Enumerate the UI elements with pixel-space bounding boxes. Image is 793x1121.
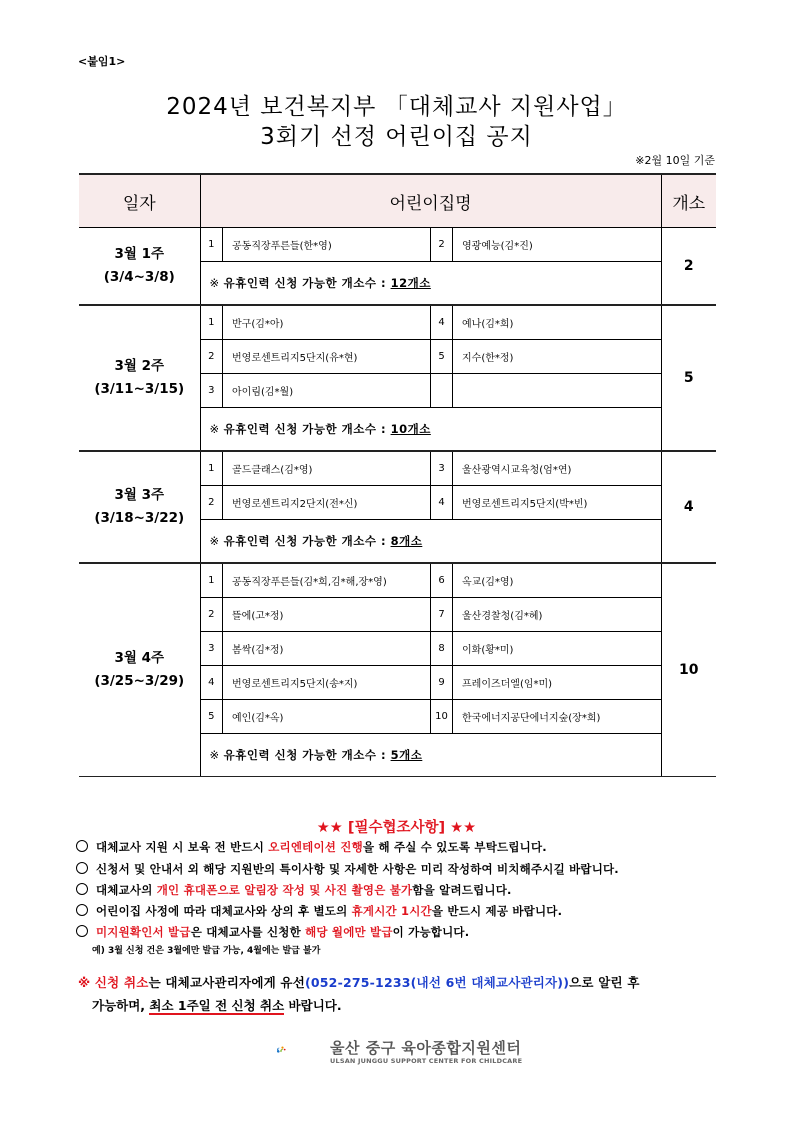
week-label: 3월 3주 <box>114 487 165 503</box>
center-logo-icon <box>276 1033 328 1067</box>
header-name: 어린이집명 <box>200 174 661 228</box>
requirement-example: 예) 3월 신청 건은 3월에만 발급 가능, 4월에는 발급 불가 <box>92 946 321 956</box>
item-number: 5 <box>201 700 223 734</box>
week-range: (3/18~3/22) <box>94 510 185 526</box>
week-cell <box>79 451 200 563</box>
item-number: 3 <box>431 452 453 486</box>
daycare-name: 옥교(김*영) <box>453 564 661 598</box>
week-range: (3/11~3/15) <box>94 381 185 397</box>
daycare-name: 공동직장푸른들(김*희,김*해,장*영) <box>223 564 431 598</box>
list-item <box>201 700 661 734</box>
available-label: 유휴인력 신청 가능한 개소수 : <box>223 534 387 548</box>
week-row <box>79 451 716 563</box>
daycare-name: 번영로센트리지5단지(유*현) <box>223 340 431 374</box>
daycare-name: 번영로센트리지2단지(전*신) <box>223 486 431 520</box>
available-label: 유휴인력 신청 가능한 개소수 : <box>223 748 387 762</box>
week-row <box>79 305 716 451</box>
requirement-1: 대체교사 지원 시 보육 전 반드시 오리엔테이션 진행을 해 주실 수 있도록 부탁드립니다. <box>76 839 547 855</box>
daycare-list <box>201 228 661 262</box>
daycare-name: 번영로센트리지5단지(박*빈) <box>453 486 661 520</box>
note-symbol: ※ <box>209 748 220 762</box>
circle-bullet-icon <box>76 840 88 852</box>
daycare-list-cell <box>200 451 661 563</box>
item-number: 3 <box>201 374 223 408</box>
item-number: 4 <box>431 486 453 520</box>
requirement-3: 대체교사의 개인 휴대폰으로 알림장 작성 및 사진 촬영은 불가함을 알려드립니다. <box>76 882 512 898</box>
week-range: (3/25~3/29) <box>94 673 185 689</box>
daycare-name: 골드클래스(김*영) <box>223 452 431 486</box>
week-label: 3월 4주 <box>114 650 165 666</box>
item-number: 10 <box>431 700 453 734</box>
week-row <box>79 563 716 777</box>
item-number: 9 <box>431 666 453 700</box>
available-value: 5개소 <box>390 748 423 762</box>
daycare-name: 울산광역시교육청(엄*연) <box>453 452 661 486</box>
item-number: 2 <box>201 486 223 520</box>
daycare-name: 번영로센트리지5단지(송*지) <box>223 666 431 700</box>
daycare-list <box>201 564 661 734</box>
cancel-notice-line2: 가능하며, 최소 1주일 전 신청 취소 바랍니다. <box>92 998 342 1013</box>
list-item <box>201 598 661 632</box>
count-cell: 5 <box>661 305 716 451</box>
requirements-title: ★★ [필수협조사항] ★★ <box>316 820 477 836</box>
requirement-5: 미지원확인서 발급은 대체교사를 신청한 해당 월에만 발급이 가능합니다. <box>76 924 469 940</box>
daycare-name: 아이림(김*월) <box>223 374 431 408</box>
daycare-name: 예인(김*옥) <box>223 700 431 734</box>
available-value: 12개소 <box>390 276 431 290</box>
selection-table <box>79 173 716 777</box>
daycare-list-cell <box>200 305 661 451</box>
week-cell <box>79 563 200 777</box>
circle-bullet-icon <box>76 904 88 916</box>
list-item <box>201 632 661 666</box>
week-row <box>79 228 716 306</box>
circle-bullet-icon <box>76 925 88 937</box>
week-cell <box>79 228 200 306</box>
daycare-name: 뜰에(고*정) <box>223 598 431 632</box>
item-number: 2 <box>201 340 223 374</box>
available-value: 8개소 <box>390 534 423 548</box>
available-label: 유휴인력 신청 가능한 개소수 : <box>223 276 387 290</box>
item-number: 2 <box>431 228 453 262</box>
list-item <box>201 374 661 408</box>
item-number: 1 <box>201 306 223 340</box>
list-item <box>201 666 661 700</box>
list-item <box>201 306 661 340</box>
list-item <box>201 340 661 374</box>
item-number: 6 <box>431 564 453 598</box>
circle-bullet-icon <box>76 883 88 895</box>
item-number: 1 <box>201 228 223 262</box>
basis-date: ※2월 10일 기준 <box>635 154 715 167</box>
daycare-list-cell <box>200 563 661 777</box>
week-label: 3월 1주 <box>114 246 165 262</box>
available-count-row <box>201 734 661 776</box>
count-cell: 4 <box>661 451 716 563</box>
item-number: 3 <box>201 632 223 666</box>
daycare-name: 공동직장푸른들(한*영) <box>223 228 431 262</box>
list-item <box>201 452 661 486</box>
week-cell <box>79 305 200 451</box>
daycare-name: 한국에너지공단에너지숲(장*희) <box>453 700 661 734</box>
daycare-name: 예나(김*희) <box>453 306 661 340</box>
daycare-name: 이화(황*미) <box>453 632 661 666</box>
week-range: (3/4~3/8) <box>103 269 175 285</box>
list-item <box>201 228 661 262</box>
daycare-name: 봄싹(김*정) <box>223 632 431 666</box>
item-number: 7 <box>431 598 453 632</box>
daycare-name <box>453 374 661 408</box>
available-label: 유휴인력 신청 가능한 개소수 : <box>223 422 387 436</box>
item-number: 1 <box>201 452 223 486</box>
note-symbol: ※ <box>209 276 220 290</box>
daycare-list-cell <box>200 228 661 306</box>
daycare-list <box>201 452 661 520</box>
cancel-notice-line1: ※ 신청 취소는 대체교사관리자에게 유선(052-275-1233(내선 6번 대체교사관리자))으로 알린 후 <box>78 975 640 990</box>
item-number: 4 <box>431 306 453 340</box>
attachment-label: <붙임1> <box>78 55 126 68</box>
daycare-name: 울산경찰청(김*혜) <box>453 598 661 632</box>
item-number: 8 <box>431 632 453 666</box>
daycare-name: 반구(김*아) <box>223 306 431 340</box>
requirement-2: 신청서 및 안내서 외 해당 지원반의 특이사항 및 자세한 사항은 미리 작성하여 비치해주시길 바랍니다. <box>76 861 619 877</box>
item-number: 5 <box>431 340 453 374</box>
week-label: 3월 2주 <box>114 358 165 374</box>
circle-bullet-icon <box>76 862 88 874</box>
item-number: 1 <box>201 564 223 598</box>
available-value: 10개소 <box>390 422 431 436</box>
header-count: 개소 <box>661 174 716 228</box>
item-number <box>431 374 453 408</box>
count-cell: 10 <box>661 563 716 777</box>
note-symbol: ※ <box>209 534 220 548</box>
daycare-name: 프레이즈더엘(임*미) <box>453 666 661 700</box>
org-name-english: ULSAN JUNGGU SUPPORT CENTER FOR CHILDCARE <box>330 1057 523 1065</box>
daycare-list <box>201 306 661 408</box>
org-name-korean: 울산 중구 육아종합지원센터 <box>330 1039 522 1057</box>
requirement-4: 어린이집 사정에 따라 대체교사와 상의 후 별도의 휴게시간 1시간을 반드시 제공 바랍니다. <box>76 903 562 919</box>
list-item <box>201 564 661 598</box>
daycare-name: 영광예능(김*진) <box>453 228 661 262</box>
daycare-name: 지수(한*정) <box>453 340 661 374</box>
note-symbol: ※ <box>209 422 220 436</box>
page-title-line2: 3회기 선정 어린이집 공지 <box>260 124 533 150</box>
list-item <box>201 486 661 520</box>
available-count-row <box>201 408 661 450</box>
item-number: 2 <box>201 598 223 632</box>
header-date: 일자 <box>79 174 200 228</box>
count-cell: 2 <box>661 228 716 306</box>
item-number: 4 <box>201 666 223 700</box>
page-title-line1: 2024년 보건복지부 「대체교사 지원사업」 <box>166 94 627 120</box>
available-count-row <box>201 520 661 562</box>
available-count-row <box>201 262 661 304</box>
